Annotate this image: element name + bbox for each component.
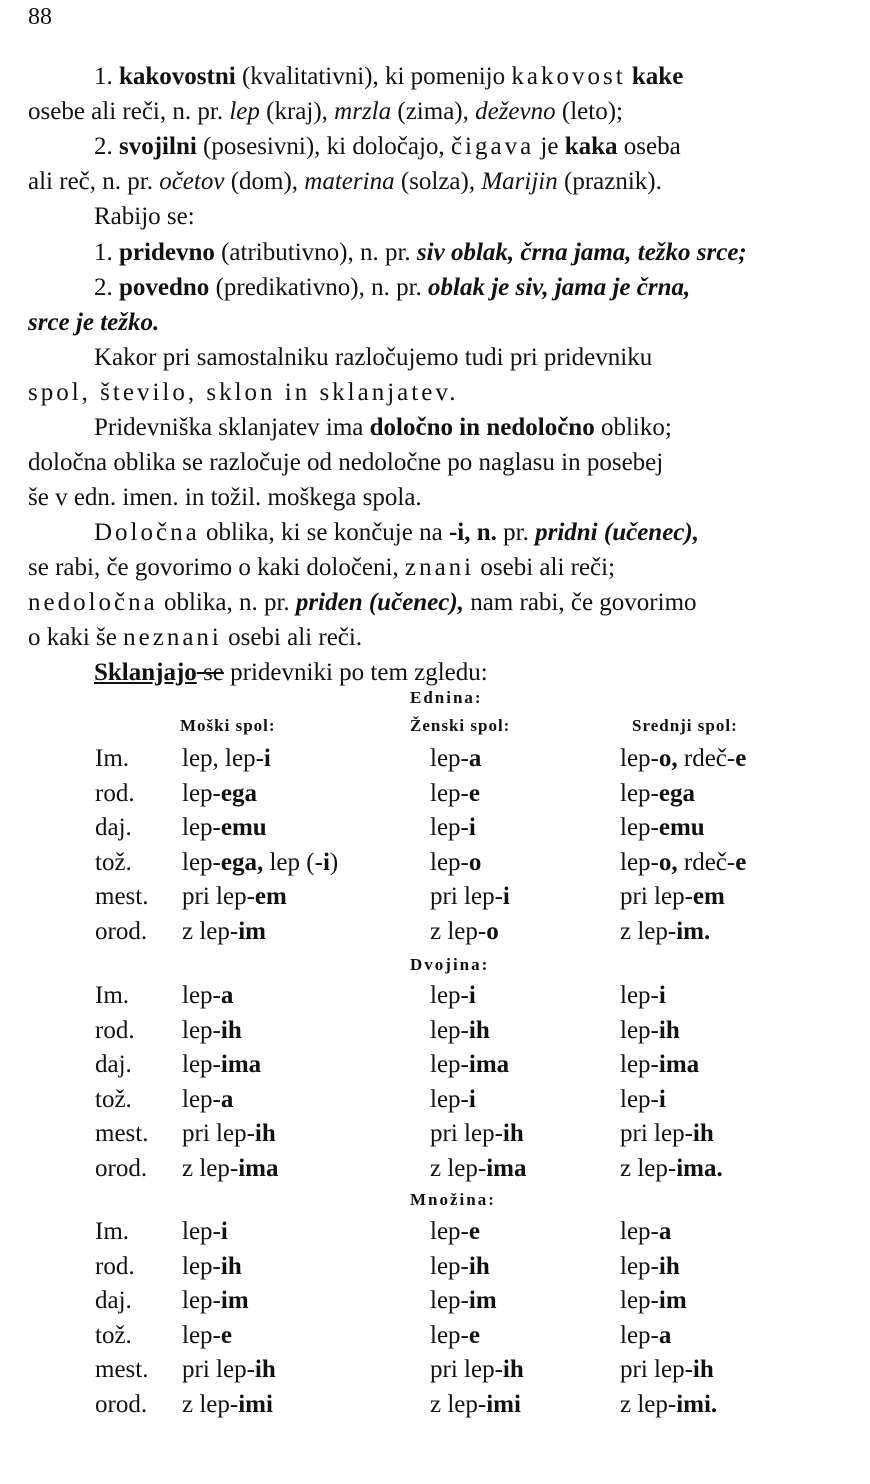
text: oseba [617,133,681,160]
stem: z lep- [430,1154,487,1182]
ending: e [468,1218,480,1245]
stem: lep- [182,779,221,807]
form-f [430,1051,509,1079]
ending: o, [658,745,678,772]
stem: lep- [620,779,659,807]
stem: z lep- [620,917,677,945]
form-f [430,1253,490,1281]
form-n [620,1287,687,1315]
example: srce je težko. [28,309,160,336]
stem: lep- [620,1321,659,1349]
case-label: rod. [95,1016,135,1044]
stem: rdeč- [677,848,736,876]
stem: pri lep- [430,1356,503,1383]
text: osebe ali reči, n. pr. [28,98,230,125]
ending: e [735,745,747,772]
ending: ih [692,1356,714,1383]
stem: lep- [620,1051,659,1078]
ending: e [735,848,747,876]
ending: im [220,1287,249,1314]
list-number: 2. [94,274,113,301]
form-m [182,780,257,808]
form-m [182,849,338,877]
stem: pri lep- [430,883,503,910]
stem: lep- [430,779,469,807]
ending: ega, [220,848,264,876]
paragraph-3-line-2 [28,551,615,586]
ending: o, [658,848,678,876]
form-n [620,1120,714,1148]
stem: lep- [620,1252,659,1280]
type-2-line-2 [28,165,662,200]
form-f [430,780,480,808]
form-n [620,1086,666,1114]
ending: ih [658,1252,680,1280]
ending: i [220,1218,228,1245]
usage-1 [94,236,747,271]
ending: i [502,883,510,910]
stem: z lep- [182,1390,239,1418]
stem: z lep- [430,1390,487,1418]
example: očetov [159,168,225,195]
column-header: Ženski spol: [410,716,511,735]
stem: pri lep- [182,1356,255,1383]
spaced-term: čigava [450,133,535,160]
form-m [182,1287,249,1315]
stem: lep- [620,1287,659,1314]
ending: em [254,883,287,910]
stem: lep- [182,1218,221,1245]
column-header: Moški spol: [180,716,276,735]
spaced-term: Določna [94,519,200,546]
text: (predikativno), n. pr. [209,274,429,301]
ending: ega [220,779,257,807]
stem: z lep- [620,1390,677,1418]
form-n [620,1356,714,1384]
stem: lep- [430,848,469,876]
ending: i [658,982,666,1009]
stem: lep- [430,745,469,772]
form-f [430,1086,476,1114]
form-f [430,1218,480,1246]
form-f [430,1322,480,1350]
term: pridevno [119,239,215,266]
case-label: tož. [95,848,132,876]
stem: ) [329,848,339,876]
stem: lep- [430,1252,469,1280]
text: obliko; [594,414,672,441]
ending: i [658,1085,666,1113]
stem: pri lep- [182,1120,255,1147]
text: (zima), [391,98,476,125]
ending: o [468,848,482,876]
case-label: mest. [95,1356,149,1383]
text: (solza), [394,168,482,195]
stem: lep- [430,1218,469,1245]
form-m [182,883,287,911]
form-n [620,1218,671,1246]
stem: lep- [182,1287,221,1314]
form-m [182,1051,261,1079]
form-f [430,1017,490,1045]
ending: ima [658,1051,700,1078]
stem: lep, lep- [182,745,264,772]
ending: em [692,883,725,910]
stem: lep- [430,1051,469,1078]
ending: a [220,1085,234,1113]
form-n [620,1051,699,1079]
text: osebi ali reči; [474,554,616,581]
ending: emu [220,814,267,841]
form-m [182,1391,273,1419]
form-n [620,745,746,773]
form-m [182,1120,276,1148]
case-label: daj. [95,1287,132,1314]
stem: lep- [620,814,659,841]
stem: pri lep- [620,1120,693,1147]
ending: ih [692,1120,714,1147]
form-m [182,814,267,842]
stem: lep- [182,1321,221,1349]
text: (posesivni), ki določajo, [196,133,451,160]
form-n [620,814,705,842]
ending: emu [658,814,705,841]
stem: lep- [430,1321,469,1349]
text: se [196,659,224,686]
paragraph-4 [94,656,488,691]
text: ali reč, n. pr. [28,168,160,195]
case-label: daj. [95,1051,132,1078]
form-m [182,1253,242,1281]
term: svojilni [119,133,197,160]
ending: ih [468,1252,490,1280]
ending: ima [468,1051,510,1078]
form-m [182,1322,232,1350]
stem: lep- [620,982,659,1009]
text: pr. [496,519,536,546]
stem: lep- [182,982,221,1009]
ending: a [658,1321,672,1349]
spaced-term: neznani [123,624,222,651]
form-n [620,1391,717,1419]
text: se rabi, če govorimo o kaki določeni, [28,554,405,581]
example: deževno [475,98,556,125]
ending: i [468,1085,476,1113]
text: nam rabi, če govorimo [463,589,697,616]
case-label: tož. [95,1321,132,1349]
text: kake [625,63,684,90]
ending: imi [486,1390,521,1418]
ending: ima. [676,1154,723,1182]
form-m [182,1218,228,1246]
term: povedno [119,274,210,301]
stem: lep- [430,1016,469,1044]
ending: ima [220,1051,262,1078]
ending: e [220,1321,232,1349]
case-label: orod. [95,917,148,945]
form-f [430,1391,521,1419]
paragraph-3-line-3 [28,586,697,621]
case-label: Im. [95,982,130,1009]
paragraph-1-line-1: Kakor pri samostalniku razločujemo tudi pri pridevniku [94,344,653,371]
form-n [620,883,725,911]
form-m [182,982,233,1010]
text: oblika, n. pr. [157,589,296,616]
stem: lep (- [263,848,323,876]
stem: lep- [620,1085,659,1113]
form-n [620,1322,671,1350]
paragraph-2-line-1 [94,411,672,446]
page-number: 88 [28,4,52,30]
ending: a [220,982,234,1009]
list-number: 2. [94,133,113,160]
paragraph-2-line-3: še v edn. imen. in tožil. moškega spola. [28,484,422,511]
ending: ih [502,1356,524,1383]
paragraph-1-line-2: spol, število, sklon in sklanjatev. [28,379,459,406]
stem: lep- [182,848,221,876]
text: pridevniki po tem zgledu: [223,659,488,686]
term: določno in nedoločno [369,414,595,441]
text: oblika, ki se končuje na [199,519,449,546]
ending: ega [658,779,695,807]
form-n [620,780,695,808]
spaced-term: znani [404,554,475,581]
text: je [534,133,565,160]
stem: rdeč- [677,745,736,772]
ending: ima [238,1154,279,1182]
example: materina [304,168,395,195]
case-label: orod. [95,1154,148,1182]
form-f [430,1155,527,1183]
ending: ih [502,1120,524,1147]
case-label: mest. [95,1120,149,1147]
form-n [620,918,710,946]
case-label: orod. [95,1390,148,1418]
text: (leto); [555,98,623,125]
stem: z lep- [430,917,487,945]
ending: im [468,1287,497,1314]
ending: imi [238,1390,273,1418]
form-f [430,849,481,877]
stem: pri lep- [430,1120,503,1147]
stem: z lep- [182,1154,239,1182]
ending: e [468,779,480,807]
stem: z lep- [620,1154,677,1182]
term: kakovostni [119,63,236,90]
stem: lep- [620,848,659,876]
ending: imi. [676,1390,718,1418]
example: mrzla [334,98,392,125]
ending: a [658,1218,672,1245]
ending: i [468,814,476,841]
ending: ih [254,1356,276,1383]
example: lep [229,98,260,125]
usage-2-line-2 [28,306,159,341]
form-n [620,1253,680,1281]
stem: lep- [430,1085,469,1113]
ending: e [468,1321,480,1349]
form-m [182,745,271,773]
form-m [182,1017,242,1045]
ending: o [486,917,499,945]
stem: pri lep- [620,883,693,910]
stem: lep- [182,814,221,841]
case-label: tož. [95,1085,132,1113]
form-f [430,1287,497,1315]
paragraph-3-line-1 [94,516,699,551]
text: (atributivno), n. pr. [214,239,417,266]
ending: ih [220,1252,242,1280]
stem: lep- [620,1218,659,1245]
type-1-line-2 [28,95,623,130]
form-f [430,918,499,946]
stem: lep- [620,1016,659,1044]
form-n [620,982,666,1010]
ending: i [263,745,271,772]
form-f [430,883,510,911]
ending: ih [468,1016,490,1044]
ending: im [658,1287,687,1314]
text: o kaki še [28,624,124,651]
form-f [430,982,476,1010]
stem: lep- [182,1252,221,1280]
text: osebi ali reči. [221,624,363,651]
example: Marijin [481,168,558,195]
ending: ima [486,1154,527,1182]
stem: lep- [620,745,659,772]
stem: lep- [430,1287,469,1314]
form-f [430,1120,524,1148]
text: (praznik). [557,168,662,195]
form-f [430,814,476,842]
form-m [182,1356,276,1384]
spaced-term: kakovost [511,63,626,90]
form-m [182,1086,233,1114]
case-label: mest. [95,883,149,910]
example: oblak je siv, jama je črna, [428,274,691,301]
stem: lep- [430,814,469,841]
paragraph-2-line-2: določna oblika se razločuje od nedoločne po naglasu in posebej [28,449,664,476]
example: priden (učenec), [295,589,464,616]
form-n [620,849,746,877]
case-label: rod. [95,1252,135,1280]
ending: ih [254,1120,276,1147]
form-f [430,1356,524,1384]
case-label: daj. [95,814,132,841]
form-n [620,1017,680,1045]
form-m [182,1155,279,1183]
usage-2 [94,271,690,306]
ending: i [468,982,476,1009]
stem: lep- [182,1085,221,1113]
ending: ih [220,1016,242,1044]
term: Sklanjajo [94,659,197,686]
text: Pridevniška sklanjatev ima [94,414,370,441]
form-n [620,1155,723,1183]
example: siv oblak, črna jama, težko srce; [416,239,747,266]
form-m [182,918,266,946]
section-title: Ednina: [410,688,483,707]
case-label: rod. [95,779,135,807]
spaced-term: nedoločna [28,589,158,616]
stem: pri lep- [182,883,255,910]
ending: im [238,917,266,945]
ending: a [468,745,482,772]
paragraph-3-line-4 [28,621,362,656]
case-label: Im. [95,745,130,772]
section-title: Dvojina: [410,955,490,974]
form-f [430,745,481,773]
term: kaka [564,133,618,160]
list-number: 1. [94,63,113,90]
stem: lep- [430,982,469,1009]
section-title: Množina: [410,1190,496,1209]
stem: lep- [182,1051,221,1078]
column-header: Srednji spol: [632,716,738,735]
usage-intro: Rabijo se: [94,203,195,230]
stem: lep- [182,1016,221,1044]
text: (kraj), [259,98,335,125]
type-1-line [94,60,683,95]
example: pridni (učenec), [535,519,699,546]
list-number: 1. [94,239,113,266]
case-label: Im. [95,1218,130,1245]
ending: ih [658,1016,680,1044]
term: -i, [448,519,471,546]
ending: im. [676,917,711,945]
text: (dom), [224,168,305,195]
stem: pri lep- [620,1356,693,1383]
type-2-line [94,130,681,165]
term: n. [470,519,497,546]
ending: i [322,848,330,876]
text: (kvalitativni), ki pomenijo [235,63,512,90]
stem: z lep- [182,917,239,945]
